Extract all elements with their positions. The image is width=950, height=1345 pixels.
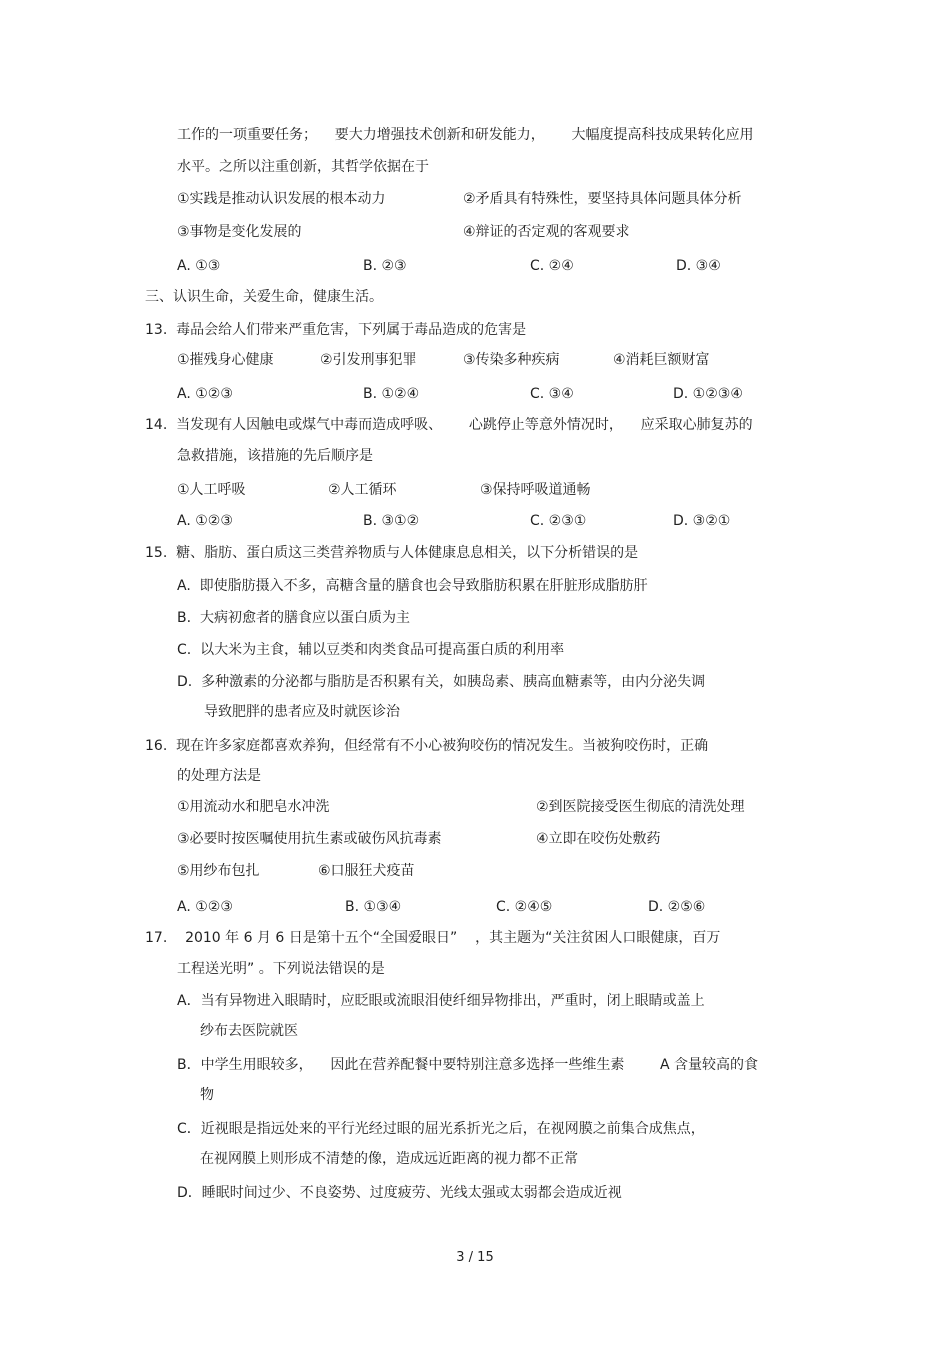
q16-stem-line-2: 的处理方法是 — [177, 768, 261, 784]
section-heading: 三、认识生命，关爱生命，健康生活。 — [145, 289, 383, 305]
q13-option-a: A. ①②③ — [177, 386, 233, 402]
q14-option-a: A. ①②③ — [177, 513, 233, 529]
q15-stem: 15. 糖、脂肪、蛋白质这三类营养物质与人体健康息息相关，以下分析错误的是 — [145, 545, 639, 561]
q17-option-c-line-2: 在视网膜上则形成不清楚的像，造成远近距离的视力都不正常 — [200, 1151, 578, 1167]
q17-option-c-line-1: C．近视眼是指远处来的平行光经过眼的屈光系折光之后，在视网膜之前集合成焦点， — [177, 1121, 705, 1137]
intro-option-a: A. ①③ — [177, 258, 221, 274]
q17-option-b-line-1: B．中学生用眼较多， 因此在营养配餐中要特别注意多选择一些维生素 A 含量较高的食 — [177, 1057, 759, 1073]
q17-stem-line-1: 17. 2010 年 6 月 6 日是第十五个“全国爱眼日” ，其主题为“关注贫困人口眼健康，百万 — [145, 930, 721, 946]
intro-item-4: ④辩证的否定观的客观要求 — [463, 224, 630, 240]
page-number: 3 / 15 — [456, 1250, 494, 1265]
intro-item-3: ③事物是变化发展的 — [177, 224, 302, 240]
q16-stem-line-1: 16. 现在许多家庭都喜欢养狗，但经常有不小心被狗咬伤的情况发生。当被狗咬伤时，正确 — [145, 738, 709, 754]
q15-option-a: A. 即使脂肪摄入不多，高糖含量的膳食也会导致脂肪积累在肝脏形成脂肪肝 — [177, 578, 648, 594]
intro-item-1: ①实践是推动认识发展的根本动力 — [177, 191, 386, 207]
q16-option-d: D. ②⑤⑥ — [648, 899, 706, 915]
intro-line-1: 工作的一项重要任务； 要大力增强技术创新和研发能力， 大幅度提高科技成果转化应用 — [177, 127, 754, 143]
q15-option-d-line-2: 导致肥胖的患者应及时就医诊治 — [204, 704, 400, 720]
intro-line-2: 水平。之所以注重创新，其哲学依据在于 — [177, 159, 429, 175]
q16-item-3: ③必要时按医嘱使用抗生素或破伤风抗毒素 — [177, 831, 442, 847]
q17-option-a-line-1: A．当有异物进入眼睛时，应眨眼或流眼泪使纤细异物排出，严重时，闭上眼睛或盖上 — [177, 993, 705, 1009]
q16-option-b: B. ①③④ — [345, 899, 402, 915]
q15-option-d-line-1: D. 多种激素的分泌都与脂肪是否积累有关，如胰岛素、胰高血糖素等，由内分泌失调 — [177, 674, 706, 690]
intro-option-b: B. ②③ — [363, 258, 407, 274]
q16-option-c: C. ②④⑤ — [496, 899, 553, 915]
q14-option-d: D. ③②① — [673, 513, 731, 529]
q16-item-4: ④立即在咬伤处敷药 — [536, 831, 661, 847]
q16-item-2: ②到医院接受医生彻底的清洗处理 — [536, 799, 745, 815]
q16-item-1: ①用流动水和肥皂水冲洗 — [177, 799, 330, 815]
q13-item-1: ①摧残身心健康 — [177, 352, 274, 368]
q13-stem: 13. 毒品会给人们带来严重危害，下列属于毒品造成的危害是 — [145, 322, 527, 338]
q16-option-a: A. ①②③ — [177, 899, 233, 915]
q15-option-c: C. 以大米为主食，辅以豆类和肉类食品可提高蛋白质的利用率 — [177, 642, 565, 658]
q16-item-6: ⑥口服狂犬疫苗 — [318, 863, 415, 879]
intro-option-c: C. ②④ — [530, 258, 574, 274]
q14-option-b: B. ③①② — [363, 513, 420, 529]
q14-item-2: ②人工循环 — [328, 482, 397, 498]
q16-item-5: ⑤用纱布包扎 — [177, 863, 260, 879]
q17-option-d: D．睡眠时间过少、不良姿势、过度疲劳、光线太强或太弱都会造成近视 — [177, 1185, 622, 1201]
q17-option-b-line-2: 物 — [200, 1087, 214, 1103]
q13-item-4: ④消耗巨额财富 — [613, 352, 710, 368]
intro-option-d: D. ③④ — [676, 258, 721, 274]
q14-option-c: C. ②③① — [530, 513, 587, 529]
q13-option-c: C. ③④ — [530, 386, 574, 402]
q14-item-1: ①人工呼吸 — [177, 482, 246, 498]
q13-item-2: ②引发刑事犯罪 — [320, 352, 417, 368]
q14-stem-line-1: 14. 当发现有人因触电或煤气中毒而造成呼吸、 心跳停止等意外情况时， 应采取心肺复苏的 — [145, 417, 753, 433]
q15-option-b: B. 大病初愈者的膳食应以蛋白质为主 — [177, 610, 410, 626]
q13-option-b: B. ①②④ — [363, 386, 420, 402]
q13-option-d: D. ①②③④ — [673, 386, 743, 402]
intro-item-2: ②矛盾具有特殊性，要坚持具体问题具体分析 — [463, 191, 742, 207]
q13-item-3: ③传染多种疾病 — [463, 352, 560, 368]
q17-option-a-line-2: 纱布去医院就医 — [200, 1023, 298, 1039]
q17-stem-line-2: 工程送光明” 。下列说法错误的是 — [177, 961, 385, 977]
q14-stem-line-2: 急救措施，该措施的先后顺序是 — [177, 448, 373, 464]
q14-item-3: ③保持呼吸道通畅 — [480, 482, 591, 498]
